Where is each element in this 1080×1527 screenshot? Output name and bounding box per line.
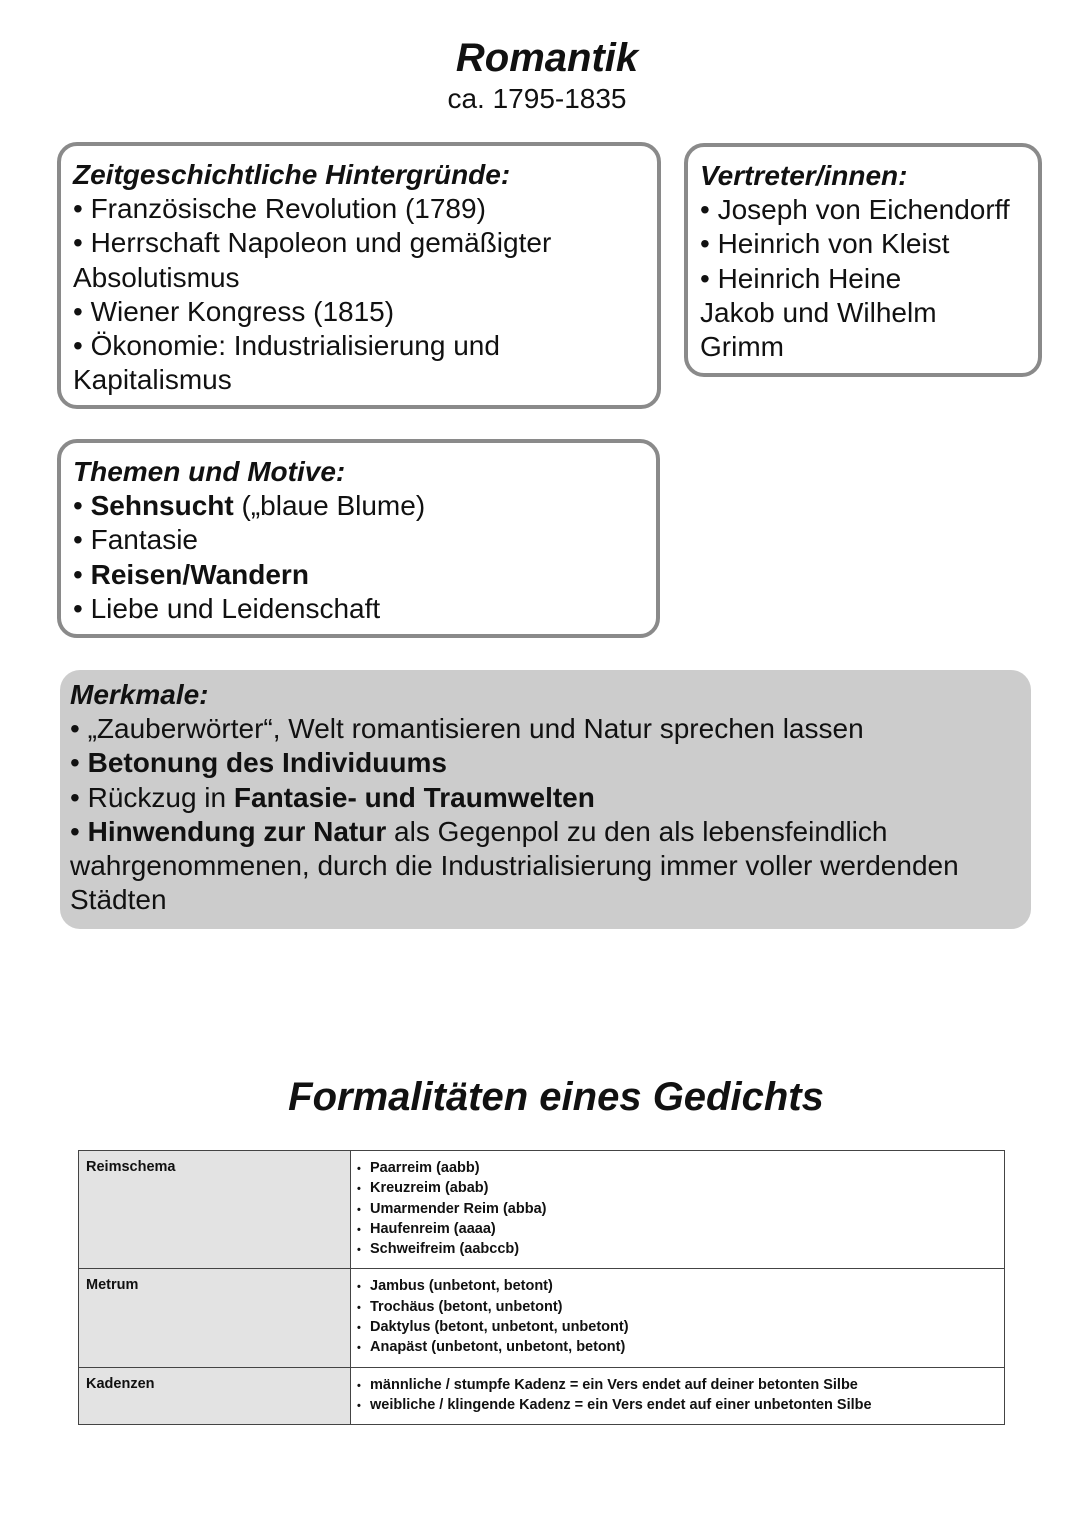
themen-item: • Reisen/Wandern [73, 558, 309, 590]
themen-box [57, 439, 660, 638]
vertreter-box [684, 143, 1042, 377]
zeitgeschichte-item: Kapitalismus [73, 364, 232, 396]
zeitgeschichte-item: Absolutismus [73, 261, 240, 293]
merkmale-item-continuation: wahrgenommenen, durch die Industrialisierung immer voller werdenden [70, 850, 959, 882]
merkmale-item-bold: Betonung des Individuums [87, 747, 447, 779]
list-item: • Paarreim (aabb) [357, 1159, 1004, 1179]
table-label-cell: Metrum [79, 1269, 351, 1367]
bullet-list [357, 1376, 1004, 1417]
themen-item-bold: Sehnsucht [90, 490, 234, 522]
list-item: • weibliche / klingende Kadenz = ein Vers endet auf einer unbetonten Silbe [357, 1396, 1004, 1416]
table-value-cell [351, 1151, 1005, 1269]
vertreter-item: • Heinrich Heine [700, 262, 902, 294]
table-label-cell: Reimschema [79, 1151, 351, 1269]
bullet-list [357, 1159, 1004, 1260]
page-subtitle-period: ca. 1795-1835 [447, 83, 627, 114]
table-row [79, 1269, 1005, 1367]
list-item: • Daktylus (betont, unbetont, unbetont) [357, 1318, 1004, 1338]
list-item: • Anapäst (unbetont, unbetont, betont) [357, 1338, 1004, 1358]
list-item: • Jambus (unbetont, betont) [357, 1277, 1004, 1297]
table-value-cell [351, 1367, 1005, 1425]
merkmale-item-text: „Zauberwörter“, Welt romantisieren und Natur sprechen lassen [87, 713, 864, 745]
vertreter-item: • Joseph von Eichendorff [700, 194, 1010, 226]
table-row [79, 1151, 1005, 1269]
merkmale-item-bold: Hinwendung zur Natur [87, 815, 387, 847]
merkmale-item-text: als Gegenpol zu den als lebensfeindlich [386, 815, 888, 847]
list-item: • Trochäus (betont, unbetont) [357, 1298, 1004, 1318]
themen-item: • Sehnsucht („blaue Blume) [73, 490, 426, 522]
themen-item-text: („blaue Blume) [233, 490, 426, 522]
zeitgeschichte-item: • Herrschaft Napoleon und gemäßigter [73, 227, 552, 259]
merkmale-item: • „Zauberwörter“, Welt romantisieren und Natur sprechen lassen [70, 713, 864, 745]
merkmale-item-bold: Fantasie- und Traumwelten [233, 781, 595, 813]
zeitgeschichte-heading: Zeitgeschichtliche Hintergründe: [73, 159, 511, 190]
zeitgeschichte-item: • Wiener Kongress (1815) [73, 295, 395, 327]
table-row [79, 1367, 1005, 1425]
list-item: • männliche / stumpfe Kadenz = ein Vers endet auf deiner betonten Silbe [357, 1376, 1004, 1396]
list-item: • Haufenreim (aaaa) [357, 1220, 1004, 1240]
themen-item-text: Liebe und Leidenschaft [90, 592, 381, 624]
vertreter-heading: Vertreter/innen: [700, 160, 908, 191]
themen-item-bold: Reisen/Wandern [90, 558, 309, 590]
merkmale-item: • Hinwendung zur Natur als Gegenpol zu den als lebensfeindlich [70, 815, 888, 847]
table-label-cell: Kadenzen [79, 1367, 351, 1425]
merkmale-box [60, 670, 1031, 929]
zeitgeschichte-box [57, 142, 661, 409]
themen-item-text: Fantasie [90, 524, 198, 556]
themen-item: • Liebe und Leidenschaft [73, 592, 381, 624]
themen-item: • Fantasie [73, 524, 198, 556]
merkmale-item: • Rückzug in Fantasie- und Traumwelten [70, 781, 595, 813]
list-item: • Kreuzreim (abab) [357, 1179, 1004, 1199]
formalitaeten-table [78, 1150, 1005, 1425]
table-value-cell [351, 1269, 1005, 1367]
vertreter-item: Jakob und Wilhelm [700, 296, 937, 328]
vertreter-item: • Heinrich von Kleist [700, 228, 950, 260]
merkmale-heading: Merkmale: [70, 679, 209, 710]
formalitaeten-heading: Formalitäten eines Gedichts [288, 1075, 824, 1119]
page-title: Romantik [455, 36, 639, 80]
merkmale-item-continuation: Städten [70, 884, 167, 916]
themen-heading: Themen und Motive: [73, 456, 346, 487]
merkmale-item-text: Rückzug in [87, 781, 234, 813]
zeitgeschichte-item: • Ökonomie: Industrialisierung und [73, 330, 500, 362]
list-item: • Schweifreim (aabccb) [357, 1240, 1004, 1260]
zeitgeschichte-item: • Französische Revolution (1789) [73, 193, 486, 225]
merkmale-item: • Betonung des Individuums [70, 747, 447, 779]
vertreter-item: Grimm [700, 331, 784, 363]
list-item: • Umarmender Reim (abba) [357, 1200, 1004, 1220]
bullet-list [357, 1277, 1004, 1358]
